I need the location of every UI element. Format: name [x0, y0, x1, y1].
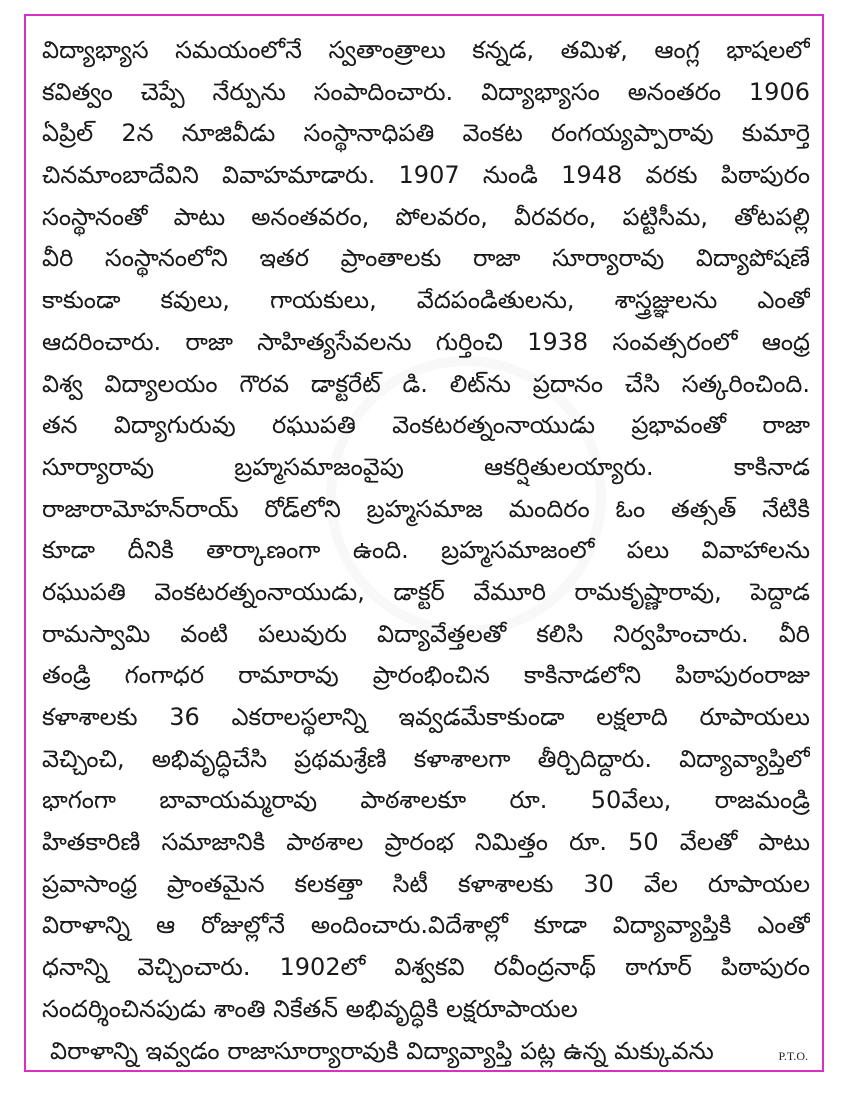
text-line: వెచ్చించి, అభివృద్ధిచేసి ప్రథమశ్రేణి కళాశాలగా తీర్చిదిద్దారు. విద్యావ్యాప్తిలో: [42, 744, 810, 773]
text-line: విశ్వ విద్యాలయం గౌరవ డాక్టరేట్ డి. లిట్‌ను ప్రదానం చేసి సత్కరించింది.: [42, 369, 810, 398]
text-line: కళాశాలకు 36 ఎకరాలస్థలాన్ని ఇవ్వడమేకాకుండా లక్షలాది రూపాయలు: [42, 703, 810, 731]
text-line: ప్రవాసాంధ్ర ప్రాంతమైన కలకత్తా సిటీ కళాశాలకు 30 వేల రూపాయల: [42, 869, 810, 898]
pto-note: P.T.O.: [778, 1049, 808, 1063]
body-text: [42, 30, 810, 1072]
text-line: రాజారామోహన్‌రాయ్ రోడ్‌లోని బ్రహ్మసమాజ మందిరం ఓం తత్సత్ నేటికి: [42, 494, 810, 523]
text-line: విద్యాభ్యాస సమయంలోనే స్వతాంత్రాలు కన్నడ, తమిళ, ఆంగ్ల భాషలలో: [42, 36, 810, 64]
text-line: కవిత్వం చెప్పే నేర్పును సంపాదించారు. విద్యాభ్యాసం అనంతరం 1906: [42, 77, 810, 106]
text-line: తండ్రి గంగాధర రామారావు ప్రారంభించిన కాకినాడలోని పిఠాపురంరాజు: [42, 661, 810, 690]
text-line: కాకుండా కవులు, గాయకులు, వేదపండితులను, శాస్త్రజ్ఞులను ఎంతో: [42, 286, 810, 315]
text-line: వీరి సంస్థానంలోని ఇతర ప్రాంతాలకు రాజా సూర్యారావు విద్యాపోషణే: [42, 244, 810, 273]
text-line: తన విద్యాగురువు రఘుపతి వెంకటరత్నంనాయుడు ప్రభావంతో రాజా: [42, 411, 810, 440]
text-line: చినమాంబాదేవిని వివాహమాడారు. 1907 నుండి 1948 వరకు పిఠాపురం: [42, 161, 810, 190]
text-line: భాగంగా బావాయమ్మరావు పాఠశాలకూ రూ. 50వేలు, రాజమండ్రి: [42, 786, 810, 815]
text-line: హితకారిణి సమాజానికి పాఠశాల ప్రారంభ నిమిత్తం రూ. 50 వేలతో పాటు: [42, 828, 810, 857]
text-line: రఘుపతి వెంకటరత్నంనాయుడు, డాక్టర్ వేమూరి రామకృష్ణారావు, పెద్దాడ: [42, 577, 810, 606]
text-line: విరాళాన్ని ఇవ్వడం రాజాసూర్యారావుకి విద్యావ్యాప్తి పట్ల ఉన్న మక్కువను: [50, 1036, 714, 1065]
text-line: విరాళాన్ని ఆ రోజుల్లోనే అందించారు.విదేశాల్లో కూడా విద్యావ్యాప్తికి ఎంతో: [42, 911, 810, 940]
text-line: ఏప్రిల్ 2న నూజివీడు సంస్థానాధిపతి వెంకట రంగయ్యప్పారావు కుమార్తె: [42, 119, 810, 148]
text-line: ఆదరించారు. రాజా సాహిత్యసేవలను గుర్తించి 1938 సంవత్సరంలో ఆంధ్ర: [42, 327, 810, 356]
text-line: ధనాన్ని వెచ్చించారు. 1902లో విశ్వకవి రవీంద్రనాథ్ ఠాగూర్ పిఠాపురం: [42, 953, 810, 982]
page-border: [24, 14, 824, 1072]
text-line: సూర్యారావు బ్రహ్మసమాజంవైపు ఆకర్షితులయ్యారు. కాకినాడ: [42, 452, 810, 481]
text-line: రామస్వామి వంటి పలువురు విద్యావేత్తలతో కలిసి నిర్వహించారు. వీరి: [42, 619, 810, 648]
text-line: సంస్థానంతో పాటు అనంతవరం, పోలవరం, వీరవరం, పట్టిసీమ, తోటపల్లి: [42, 202, 810, 231]
text-line: సందర్శించినపుడు శాంతి నికేతన్ అభివృద్ధికి లక్షరూపాయల: [42, 994, 578, 1023]
text-line: కూడా దీనికి తార్కాణంగా ఉంది. బ్రహ్మసమాజంలో పలు వివాహాలను: [42, 536, 810, 565]
